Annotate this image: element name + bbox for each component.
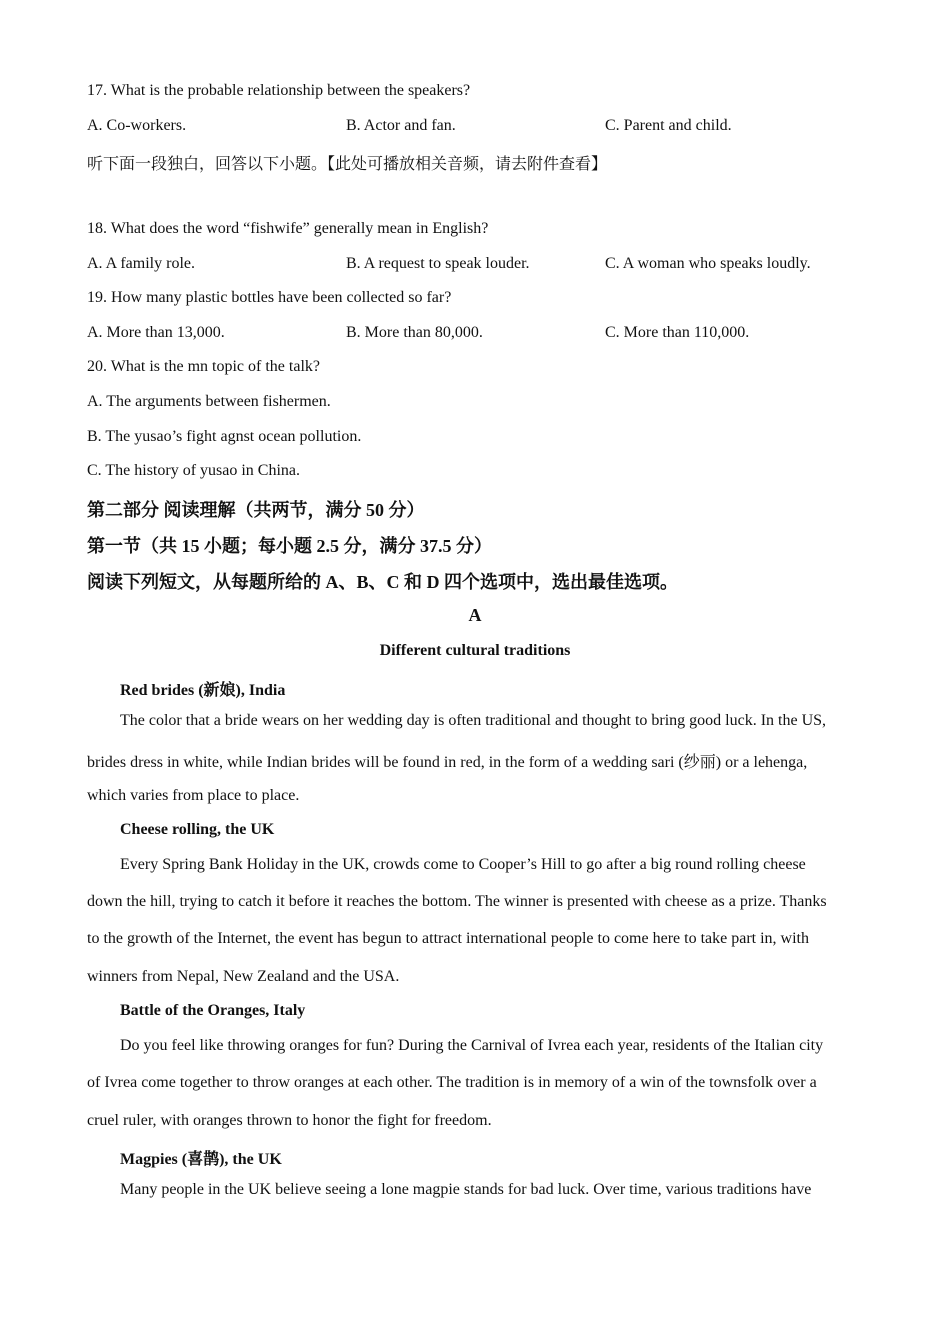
question-19: 19. How many plastic bottles have been collected so far?	[87, 289, 452, 306]
section-heading-magpies: Magpies (喜鹊), the UK	[120, 1151, 282, 1168]
paragraph-line: The color that a bride wears on her wedding day is often traditional and thought to bring good luck. In the US,	[120, 712, 827, 729]
q17-option-a: A. Co-workers.	[87, 117, 187, 134]
paragraph-line: brides dress in white, while Indian brides will be found in red, in the form of a wedding sari (纱丽) or a lehenga,	[87, 754, 808, 771]
q17-option-b: B. Actor and fan.	[346, 117, 456, 134]
paragraph-line: which varies from place to place.	[87, 787, 300, 804]
paragraph-line: Many people in the UK believe seeing a lone magpie stands for bad luck. Over time, various traditions have	[120, 1181, 812, 1198]
q18-option-c: C. A woman who speaks loudly.	[605, 255, 811, 272]
monologue-instruction: 听下面一段独白，回答以下小题。【此处可播放相关音频，请去附件查看】	[87, 156, 608, 173]
question-20: 20. What is the mn topic of the talk?	[87, 358, 320, 375]
question-17: 17. What is the probable relationship between the speakers?	[87, 82, 471, 99]
q18-option-b: B. A request to speak louder.	[346, 255, 530, 272]
q20-option-b: B. The yusao’s fight agnst ocean pollution.	[87, 428, 362, 445]
passage-title: Different cultural traditions	[379, 642, 571, 659]
q17-option-c: C. Parent and child.	[605, 117, 732, 134]
paragraph-line: Do you feel like throwing oranges for fun? During the Carnival of Ivrea each year, residents of the Italian city	[120, 1037, 824, 1054]
reading-instruction: 阅读下列短文，从每题所给的 A、B、C 和 D 四个选项中，选出最佳选项。	[87, 572, 678, 592]
q20-option-a: A. The arguments between fishermen.	[87, 393, 331, 410]
q18-option-a: A. A family role.	[87, 255, 195, 272]
passage-letter: A	[468, 605, 482, 625]
section-heading-cheese-rolling: Cheese rolling, the UK	[120, 821, 275, 838]
q19-option-a: A. More than 13,000.	[87, 324, 225, 341]
section-heading-red-brides: Red brides (新娘), India	[120, 682, 286, 699]
paragraph-line: winners from Nepal, New Zealand and the USA.	[87, 968, 400, 985]
paragraph-line: to the growth of the Internet, the event has begun to attract international people to come here to take part in, with	[87, 930, 809, 947]
question-18: 18. What does the word “fishwife” generally mean in English?	[87, 220, 489, 237]
q19-option-b: B. More than 80,000.	[346, 324, 483, 341]
section-heading-battle-of-oranges: Battle of the Oranges, Italy	[120, 1002, 306, 1019]
paragraph-line: Every Spring Bank Holiday in the UK, crowds come to Cooper’s Hill to go after a big round rolling cheese	[120, 856, 806, 873]
paragraph-line: of Ivrea come together to throw oranges at each other. The tradition is in memory of a win of the townsfolk over a	[87, 1074, 817, 1091]
paragraph-line: down the hill, trying to catch it before it reaches the bottom. The winner is presented with cheese as a prize. Thanks	[87, 893, 827, 910]
paragraph-line: cruel ruler, with oranges thrown to honor the fight for freedom.	[87, 1112, 492, 1129]
q19-option-c: C. More than 110,000.	[605, 324, 750, 341]
section1-heading: 第一节（共 15 小题；每小题 2.5 分，满分 37.5 分）	[87, 536, 492, 556]
part2-heading: 第二部分 阅读理解（共两节，满分 50 分）	[87, 500, 425, 520]
q20-option-c: C. The history of yusao in China.	[87, 462, 301, 479]
